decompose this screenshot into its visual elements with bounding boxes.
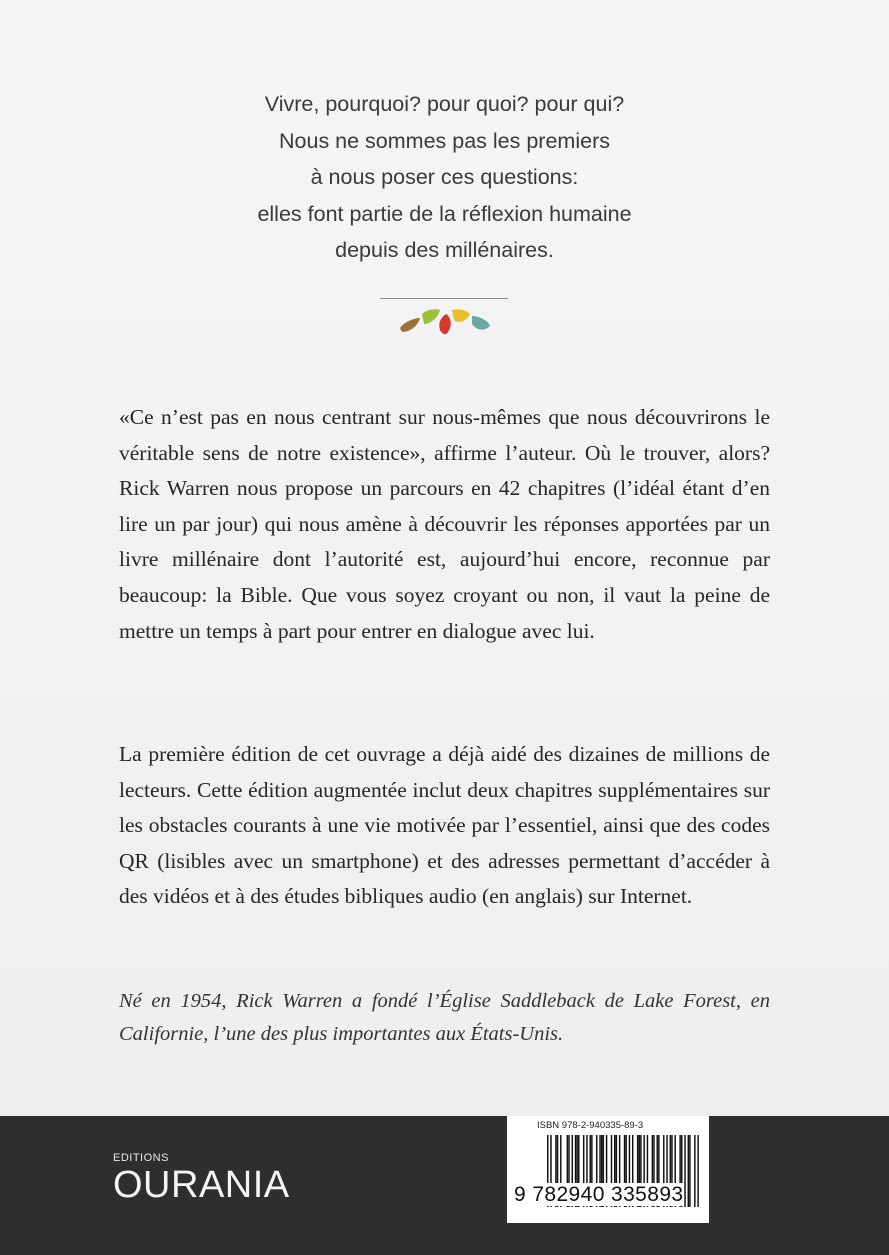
petals-ornament-icon	[396, 302, 496, 342]
publisher-logo-name: OURANIA	[113, 1164, 290, 1206]
barcode-digits-text: 9 782940 335893	[514, 1183, 684, 1206]
tagline-line: Vivre, pourquoi? pour quoi? pour qui?	[264, 92, 625, 116]
description-paragraph: «Ce n’est pas en nous centrant sur nous-mêmes que nous découvrirons le véritable sens de notre existence», affirme l’auteur. Où le trouver, alors? Rick Warren nous propose un parcours en 42 chapitres (l’idéal étant d’en lire un par jour) qui nous amène à découvrir les réponses apportées par un livre millénaire dont l’autorité est, aujourd’hui encore, reconnue par beaucoup: la Bible. Que vous soyez croyant ou non, il vaut la peine de mettre un temps à part pour entrer en dialogue avec lui.	[119, 405, 770, 643]
tagline-line: depuis des millénaires.	[335, 238, 554, 262]
tagline-line: Nous ne sommes pas les premiers	[279, 128, 610, 153]
tagline	[150, 86, 739, 269]
publisher-logo-small: EDITIONS	[113, 1152, 169, 1164]
tagline-line: elles font partie de la réflexion humaine	[257, 201, 632, 226]
barcode-box	[507, 1116, 709, 1223]
publisher-logo	[113, 1152, 290, 1205]
author-bio: Né en 1954, Rick Warren a fondé l’Église Saddleback de Lake Forest, en Californie, l’une des plus importantes aux États-Unis.	[119, 990, 770, 1045]
ornament-divider	[380, 298, 508, 299]
tagline-line: à nous poser ces questions:	[310, 165, 579, 189]
isbn-label: ISBN 978-2-940335-89-3	[537, 1120, 644, 1131]
edition-paragraph: La première édition de cet ouvrage a déjà aidé des dizaines de millions de lecteurs. Cette édition augmentée inclut deux chapitres supplémentaires sur les obstacles courants à une vie motivée par l’essentiel, ainsi que des codes QR (lisibles avec un smartphone) et des adresses permettant d’accéder à des vidéos et à des études bibliques audio (en anglais) sur Internet.	[119, 742, 770, 909]
barcode-digits	[514, 1183, 709, 1207]
